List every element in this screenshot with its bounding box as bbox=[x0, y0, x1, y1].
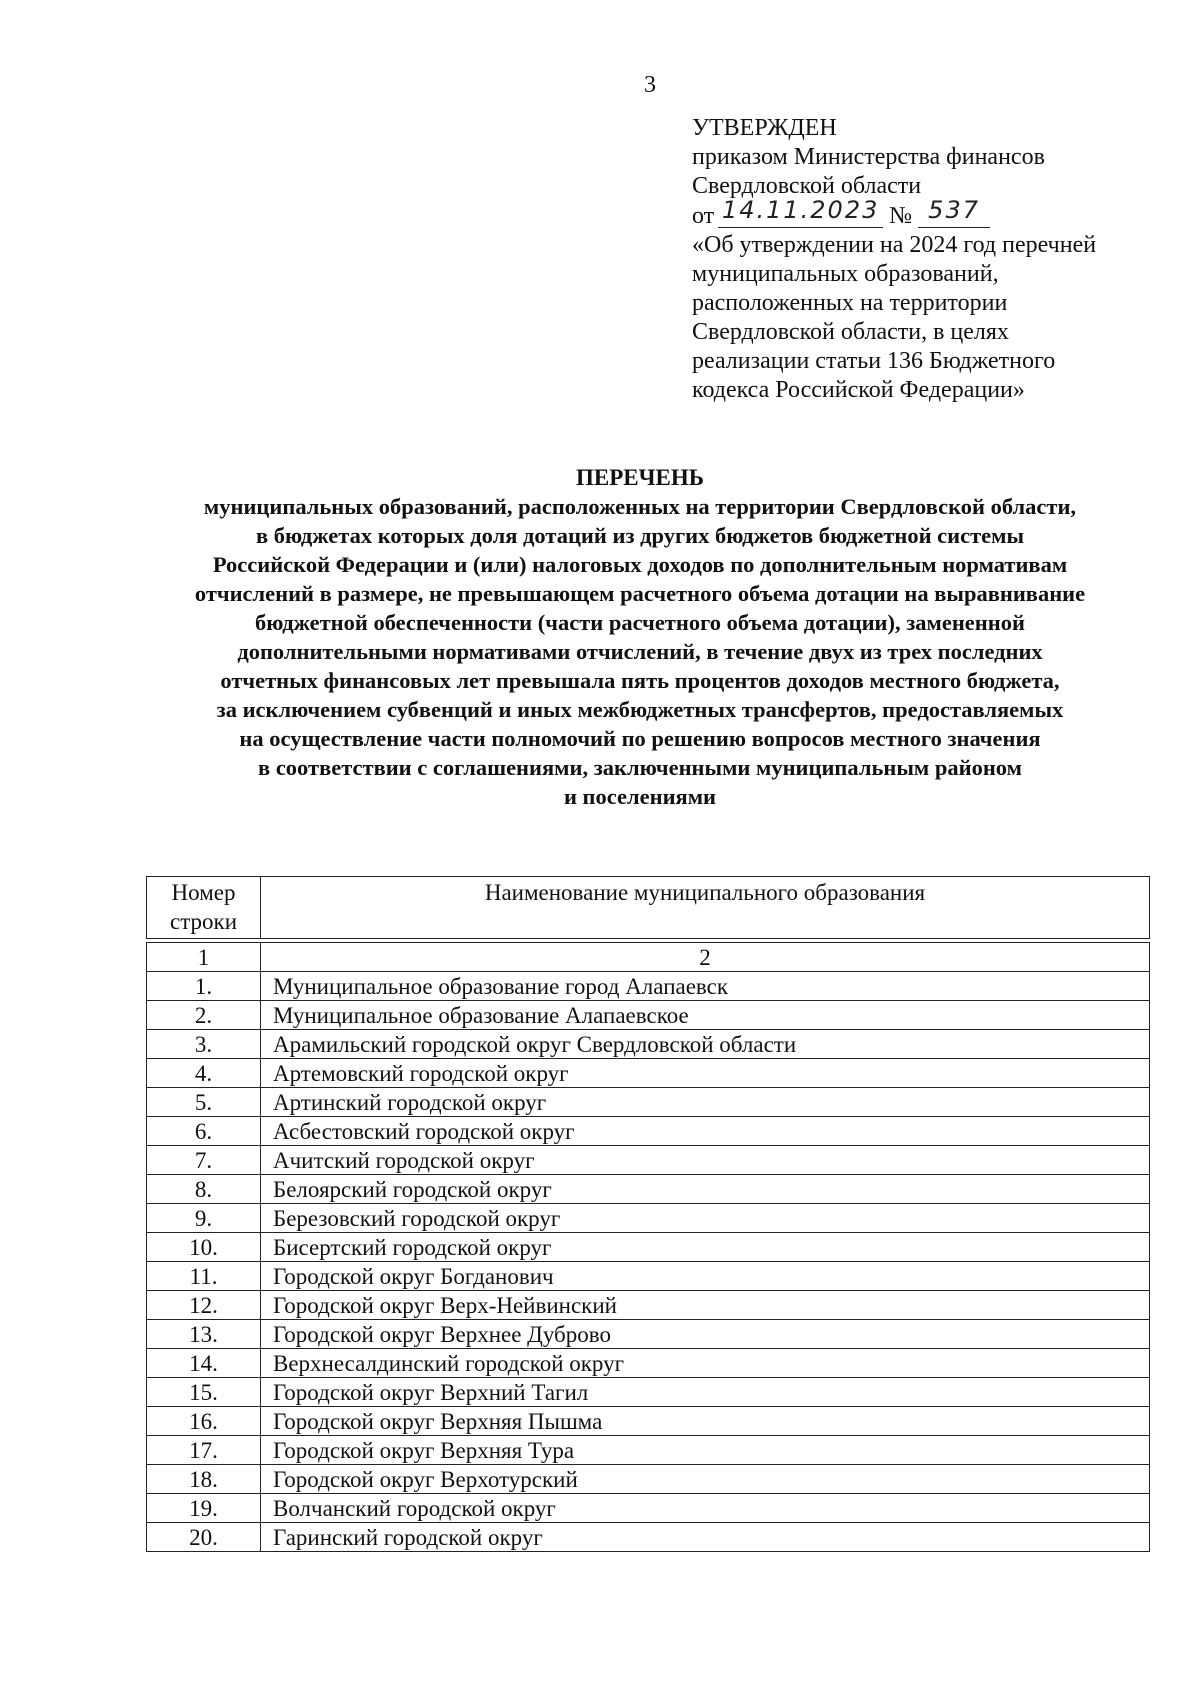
header-number-line2: строки bbox=[169, 909, 238, 934]
title-line: отчетных финансовых лет превышала пять процентов доходов местного бюджета, bbox=[220, 668, 1060, 693]
table-row bbox=[147, 1088, 1150, 1117]
document-title bbox=[110, 463, 1170, 811]
row-number: 16. bbox=[147, 1407, 261, 1436]
municipality-name: Муниципальное образование Алапаевское bbox=[261, 1001, 1150, 1030]
table-row bbox=[147, 1001, 1150, 1030]
municipality-name: Городской округ Богданович bbox=[261, 1262, 1150, 1291]
column-index-row bbox=[147, 943, 1150, 972]
column-index: 2 bbox=[261, 943, 1150, 972]
row-number: 7. bbox=[147, 1146, 261, 1175]
approval-stamp bbox=[692, 114, 1162, 405]
title-main: ПЕРЕЧЕНЬ bbox=[576, 465, 704, 490]
table-row bbox=[147, 1320, 1150, 1349]
row-number: 18. bbox=[147, 1465, 261, 1494]
municipality-name: Городской округ Верхняя Тура bbox=[261, 1436, 1150, 1465]
row-number: 12. bbox=[147, 1291, 261, 1320]
table-row bbox=[147, 1407, 1150, 1436]
table-row bbox=[147, 1117, 1150, 1146]
table-row bbox=[147, 1175, 1150, 1204]
row-number: 9. bbox=[147, 1204, 261, 1233]
approval-subject bbox=[692, 231, 1162, 405]
municipality-name: Ачитский городской округ bbox=[261, 1146, 1150, 1175]
row-number: 6. bbox=[147, 1117, 261, 1146]
from-label: от bbox=[692, 203, 715, 229]
municipality-name: Верхнесалдинский городской округ bbox=[261, 1349, 1150, 1378]
municipality-name: Белоярский городской округ bbox=[261, 1175, 1150, 1204]
table-row bbox=[147, 1436, 1150, 1465]
row-number: 8. bbox=[147, 1175, 261, 1204]
municipality-name: Городской округ Верх-Нейвинский bbox=[261, 1291, 1150, 1320]
municipality-name: Березовский городской округ bbox=[261, 1204, 1150, 1233]
table-row bbox=[147, 1030, 1150, 1059]
table-row bbox=[147, 1146, 1150, 1175]
row-number: 4. bbox=[147, 1059, 261, 1088]
municipality-name: Бисертский городской округ bbox=[261, 1233, 1150, 1262]
municipality-name: Гаринский городской округ bbox=[261, 1523, 1150, 1552]
row-number: 17. bbox=[147, 1436, 261, 1465]
title-line: дополнительными нормативами отчислений, в течение двух из трех последних bbox=[237, 639, 1043, 664]
municipality-name: Артинский городской округ bbox=[261, 1088, 1150, 1117]
subject-line: реализации статьи 136 Бюджетного bbox=[692, 348, 1056, 374]
table-row bbox=[147, 1494, 1150, 1523]
title-line: в бюджетах которых доля дотаций из других бюджетов бюджетной системы bbox=[255, 523, 1025, 548]
row-number: 20. bbox=[147, 1523, 261, 1552]
municipality-name: Городской округ Верхотурский bbox=[261, 1465, 1150, 1494]
row-number: 15. bbox=[147, 1378, 261, 1407]
table-row bbox=[147, 1291, 1150, 1320]
title-line: отчислений в размере, не превышающем расчетного объема дотации на выравнивание bbox=[194, 581, 1086, 606]
table-row bbox=[147, 1349, 1150, 1378]
municipality-name: Волчанский городской округ bbox=[261, 1494, 1150, 1523]
table-row bbox=[147, 972, 1150, 1001]
municipality-name: Асбестовский городской округ bbox=[261, 1117, 1150, 1146]
row-number: 19. bbox=[147, 1494, 261, 1523]
number-field bbox=[918, 196, 990, 228]
municipality-name: Артемовский городской округ bbox=[261, 1059, 1150, 1088]
handwritten-number: 537 bbox=[928, 196, 980, 224]
municipality-name: Муниципальное образование город Алапаевск bbox=[261, 972, 1150, 1001]
municipalities-table bbox=[146, 876, 1150, 1552]
column-index: 1 bbox=[147, 943, 261, 972]
approval-heading: УТВЕРЖДЕН bbox=[692, 115, 837, 141]
title-line: за исключением субвенций и иных межбюджетных трансфертов, предоставляемых bbox=[216, 697, 1064, 722]
approval-date-line bbox=[692, 196, 1162, 231]
table-row bbox=[147, 1204, 1150, 1233]
municipality-name: Арамильский городской округ Свердловской области bbox=[261, 1030, 1150, 1059]
title-line: Российской Федерации и (или) налоговых доходов по дополнительным нормативам bbox=[212, 552, 1068, 577]
header-number-line1: Номер bbox=[171, 880, 236, 905]
header-name: Наименование муниципального образования bbox=[261, 877, 1150, 939]
number-label: № bbox=[889, 203, 913, 229]
title-line: в соответствии с соглашениями, заключенными муниципальным районом bbox=[258, 755, 1022, 780]
table-row bbox=[147, 1523, 1150, 1552]
subject-line: «Об утверждении на 2024 год перечней bbox=[692, 232, 1097, 258]
approval-line-1: приказом Министерства финансов bbox=[692, 144, 1045, 170]
table-row bbox=[147, 1059, 1150, 1088]
row-number: 1. bbox=[147, 972, 261, 1001]
row-number: 13. bbox=[147, 1320, 261, 1349]
row-number: 2. bbox=[147, 1001, 261, 1030]
municipality-name: Городской округ Верхний Тагил bbox=[261, 1378, 1150, 1407]
title-line: муниципальных образований, расположенных на территории Свердловской области, bbox=[203, 494, 1077, 519]
row-number: 14. bbox=[147, 1349, 261, 1378]
row-number: 11. bbox=[147, 1262, 261, 1291]
table-row bbox=[147, 1378, 1150, 1407]
page-number: 3 bbox=[644, 72, 656, 98]
date-field bbox=[718, 196, 883, 228]
table-row bbox=[147, 1262, 1150, 1291]
subject-line: расположенных на территории bbox=[692, 290, 1008, 316]
subject-line: кодекса Российской Федерации» bbox=[692, 377, 1025, 403]
header-number bbox=[147, 877, 261, 939]
table-row bbox=[147, 1465, 1150, 1494]
approval-line-2: Свердловской области bbox=[692, 173, 922, 199]
table-row bbox=[147, 1233, 1150, 1262]
subject-line: Свердловской области, в целях bbox=[692, 319, 1009, 345]
row-number: 10. bbox=[147, 1233, 261, 1262]
title-line: на осуществление части полномочий по решению вопросов местного значения bbox=[239, 726, 1041, 751]
handwritten-date: 14.11.2023 bbox=[721, 196, 880, 224]
row-number: 5. bbox=[147, 1088, 261, 1117]
municipality-name: Городской округ Верхняя Пышма bbox=[261, 1407, 1150, 1436]
row-number: 3. bbox=[147, 1030, 261, 1059]
municipality-name: Городской округ Верхнее Дуброво bbox=[261, 1320, 1150, 1349]
table-header-row bbox=[147, 877, 1150, 939]
title-line: бюджетной обеспеченности (части расчетного объема дотации), замененной bbox=[255, 610, 1025, 635]
title-line: и поселениями bbox=[563, 784, 717, 809]
subject-line: муниципальных образований, bbox=[692, 261, 999, 287]
